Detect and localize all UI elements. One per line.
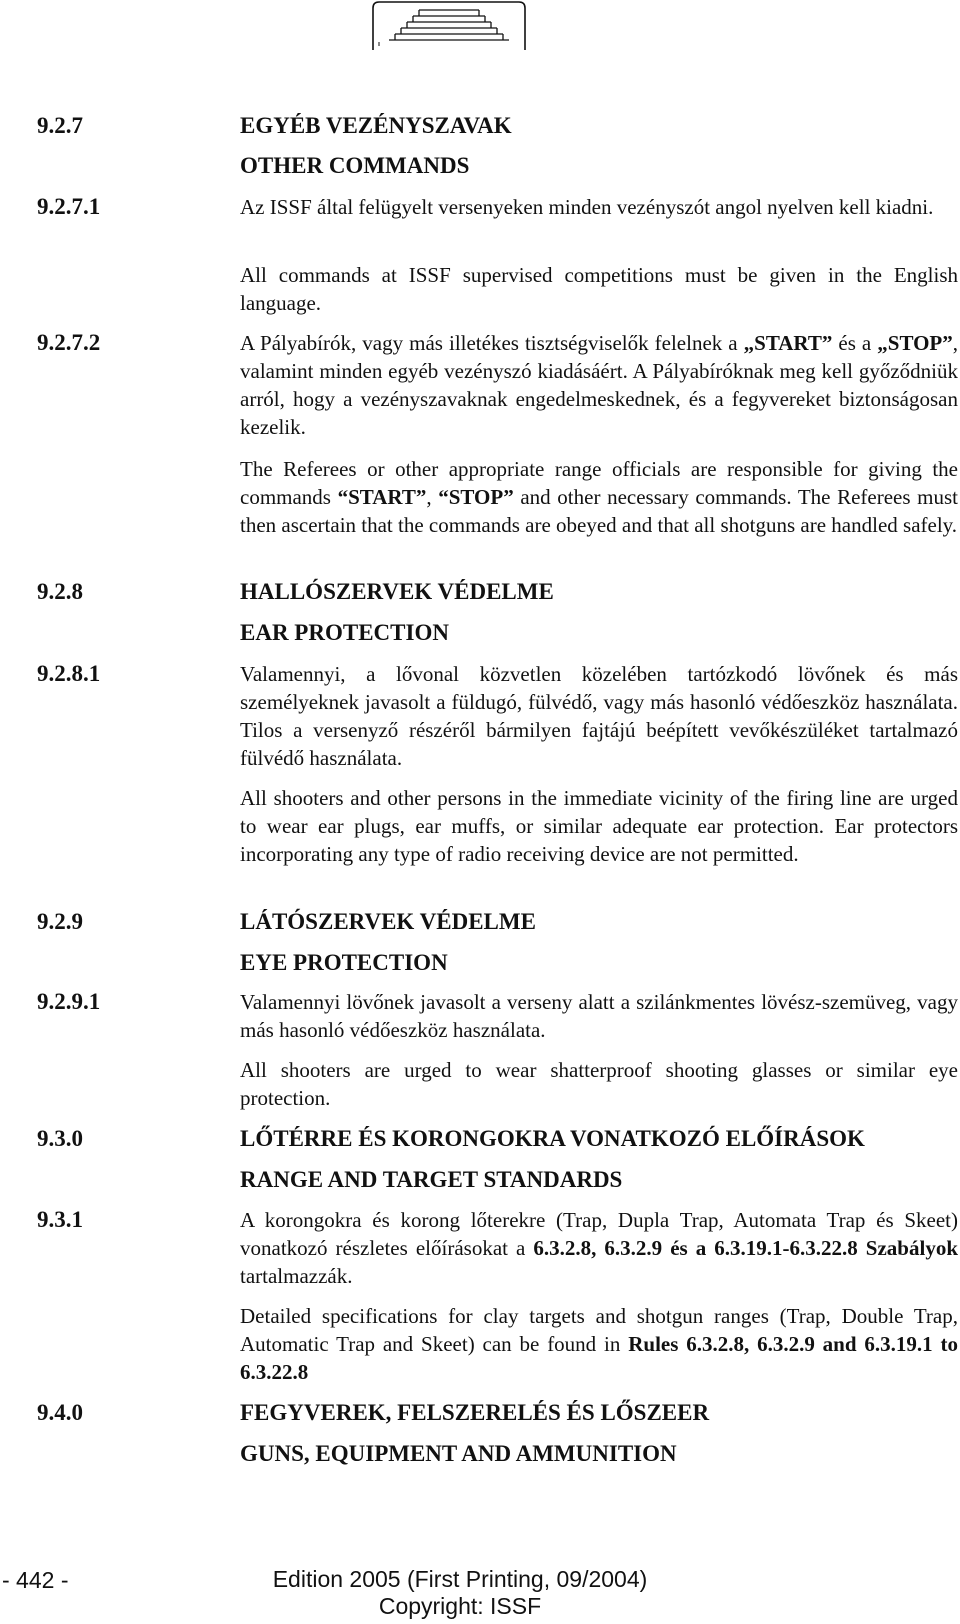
text-run: A korongokra és korong lőterekre (Trap, Dupla Trap, Automata Trap és Skeet) vonatkozó részletes előírásokat a	[240, 1208, 958, 1260]
text-run: , valamint minden egyéb vezényszó kiadásáért. A Pályabíróknak meg kell győződniük arról, hogy a vezényszavaknak engedelmeskednek, és a fegyvereket biztonságosan kezelik.	[240, 331, 958, 439]
edition-text: Edition 2005 (First Printing, 09/2004)	[272, 1566, 648, 1592]
section-number: 9.2.9.1	[37, 989, 101, 1014]
section-number: 9.2.8.1	[37, 661, 101, 686]
paragraph-hu: Valamennyi lövőnek javasolt a verseny alatt a szilánkmentes lövész-szemüveg, vagy más hasonló védőeszköz használata.	[240, 990, 958, 1042]
section-number: 9.3.0	[37, 1126, 83, 1151]
section-number: 9.2.7.1	[37, 194, 101, 219]
text-run: ,	[426, 485, 439, 509]
text-run: A Pályabírók, vagy más illetékes tisztségviselők felelnek a	[240, 331, 744, 355]
text-run: and other necessary commands. The Referees must then ascertain that the commands are obeyed and that all shotguns are handled safely.	[240, 485, 959, 537]
command-stop: „STOP”	[877, 331, 953, 355]
copyright-text: Copyright: ISSF	[378, 1593, 542, 1619]
command-stop: “STOP”	[438, 485, 514, 509]
text-run: The Referees or other appropriate range officials are responsible for giving the commands	[240, 457, 958, 509]
issf-logo	[367, 0, 531, 52]
section-number: 9.2.7.2	[37, 330, 101, 355]
text-run: tartalmazzák.	[240, 1264, 353, 1288]
section-title-en: EYE PROTECTION	[240, 950, 448, 975]
paragraph-hu: Valamennyi, a lővonal közvetlen közelében tartózkodó lövőnek és más személyeknek javasolt a füldugó, fülvédő, vagy más hasonló védőeszköz használata. Tilos a versenyző részéről bármilyen fajtájú beépített vevőkészüléket tartalmazó fülvédő használata.	[240, 662, 958, 770]
section-title-en: GUNS, EQUIPMENT AND AMMUNITION	[240, 1441, 677, 1466]
section-title-hu: HALLÓSZERVEK VÉDELME	[240, 579, 554, 604]
section-title-en: EAR PROTECTION	[240, 620, 449, 645]
paragraph-en	[240, 1302, 958, 1386]
section-title-en: RANGE AND TARGET STANDARDS	[240, 1167, 623, 1192]
section-number: 9.3.1	[37, 1207, 83, 1232]
rule-reference: 6.3.2.8, 6.3.2.9 és a 6.3.19.1-6.3.22.8 Szabályok	[533, 1236, 958, 1260]
paragraph-en: All commands at ISSF supervised competitions must be given in the English language.	[240, 263, 958, 315]
section-number: 9.4.0	[37, 1400, 83, 1425]
section-number: 9.2.8	[37, 579, 83, 604]
rule-reference: Rules 6.3.2.8, 6.3.2.9 and 6.3.19.1 to 6.3.22.8	[240, 1332, 958, 1384]
section-title-hu: LŐTÉRRE ÉS KORONGOKRA VONATKOZÓ ELŐÍRÁSOK	[240, 1126, 865, 1151]
paragraph-en	[240, 455, 958, 539]
paragraph-en: All shooters are urged to wear shatterproof shooting glasses or similar eye protection.	[240, 1058, 958, 1110]
section-title-hu: EGYÉB VEZÉNYSZAVAK	[240, 113, 512, 138]
section-title-hu: LÁTÓSZERVEK VÉDELME	[240, 909, 536, 934]
section-number: 9.2.7	[37, 113, 83, 138]
section-title-en: OTHER COMMANDS	[240, 153, 470, 178]
text-run: Detailed specifications for clay targets and shotgun ranges (Trap, Double Trap, Automatic Trap and Skeet) can be found in	[240, 1304, 958, 1356]
command-start: “START”	[337, 485, 427, 509]
paragraph-hu	[240, 329, 958, 441]
section-number: 9.2.9	[37, 909, 83, 934]
footer-edition	[230, 1566, 690, 1620]
section-title-hu: FEGYVEREK, FELSZERELÉS ÉS LŐSZEER	[240, 1400, 710, 1425]
paragraph-en: All shooters and other persons in the immediate vicinity of the firing line are urged to wear ear plugs, ear muffs, or similar adequate ear protection. Ear protectors incorporating any type of radio receiving device are not permitted.	[240, 786, 958, 866]
paragraph-hu: Az ISSF által felügyelt versenyeken minden vezényszót angol nyelven kell kiadni.	[240, 195, 934, 219]
command-start: „START”	[743, 331, 833, 355]
text-run: és a	[832, 331, 878, 355]
page-number: - 442 -	[2, 1567, 69, 1593]
paragraph-hu	[240, 1206, 958, 1290]
